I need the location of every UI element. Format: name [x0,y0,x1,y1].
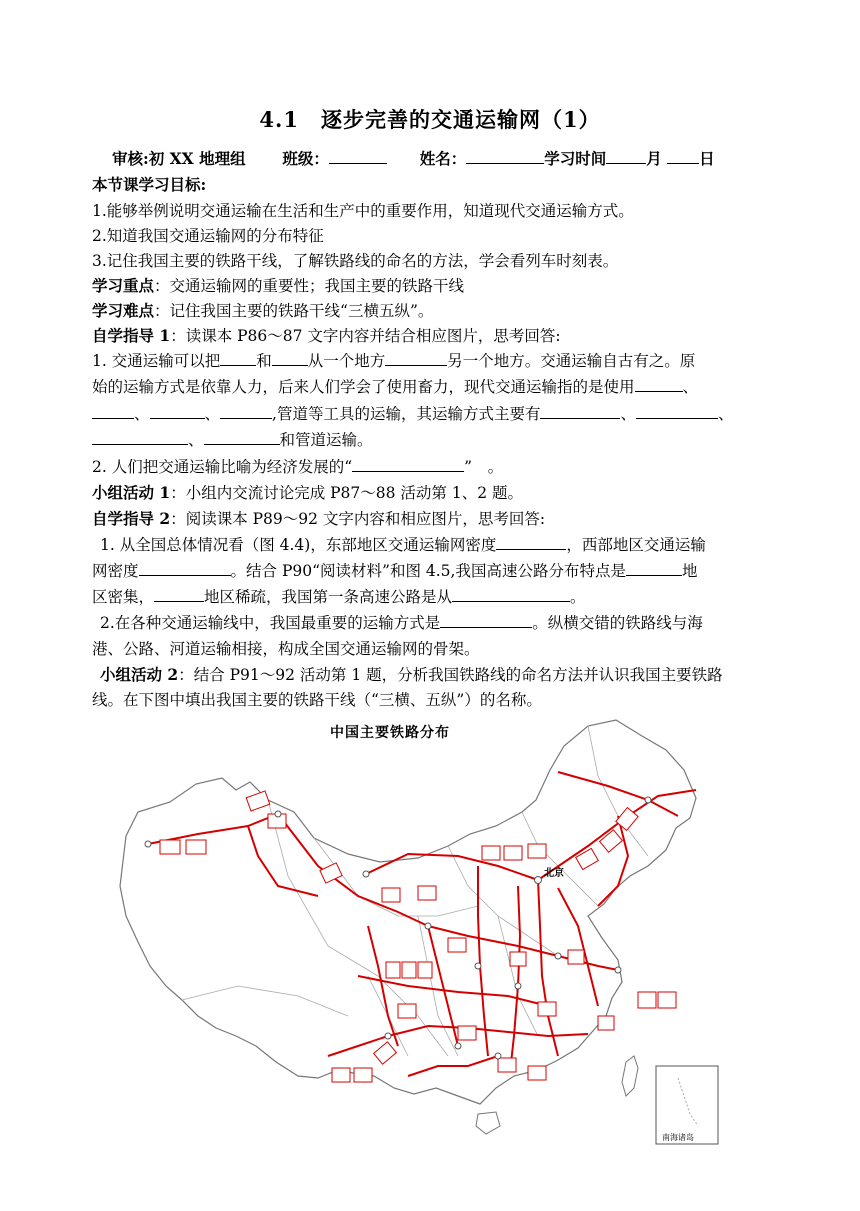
answer-box [528,844,546,858]
activity1-text: ：小组内交流讨论完成 P87～88 活动第 1、2 题。 [170,484,523,502]
answer-box [320,863,342,883]
activity2-text: ：结合 P91～92 活动第 1 题，分析我国铁路线的命名方法并认识我国主要铁路 [178,666,723,684]
text: 。结合 P90“阅读材料”和图 4.5,我国高速公路分布特点是 [230,562,626,580]
guide1-q2 [92,455,782,479]
guide1-label: 自学指导 1 [92,326,171,345]
text: 、 [134,405,150,423]
answer-box [402,962,416,978]
difficulty-text: ：记住我国主要的铁路干线“三横五纵”。 [154,302,434,320]
railway-line [478,866,488,1056]
text: 2.在各种交通运输线中，我国最重要的运输方式是 [100,614,441,632]
answer-box [528,1066,546,1080]
railway-line [358,976,548,1006]
text: 、 [620,405,636,423]
key-point-text: ：交通运输网的重要性；我国主要的铁路干线 [154,277,465,295]
answer-blank[interactable] [92,428,188,445]
day-field[interactable] [667,147,699,164]
answer-box [498,1058,516,1072]
name-field[interactable] [466,147,544,164]
guide1-q1-line2 [92,375,782,399]
text: 、 [717,405,734,423]
answer-blank[interactable] [452,585,570,602]
text: 和管道运输。 [279,431,373,449]
answer-box [386,962,400,978]
month-field[interactable] [606,147,646,164]
text: ，西部地区交通运输 [566,536,706,554]
name-label: 姓名： [419,149,467,168]
day-label: 日 [699,149,715,168]
beijing-label: 北京 [544,868,564,879]
text: 和 [256,352,272,370]
answer-blank[interactable] [139,559,231,576]
answer-blank[interactable] [220,349,256,366]
answer-blank[interactable] [540,402,620,419]
difficulty [92,299,782,323]
answer-blank[interactable] [154,585,204,602]
text: 1. 交通运输可以把 [92,352,221,370]
text: 。纵横交错的铁路线与海 [532,614,703,632]
answer-box [448,938,466,952]
railway-line [510,886,520,1072]
answer-blank[interactable] [636,402,718,419]
text: ,管道等工具的运输，其运输方式主要有 [272,405,541,423]
answer-blank[interactable] [626,559,682,576]
text: 、 [188,431,204,449]
answer-box [638,992,656,1008]
answer-box [598,1016,614,1030]
answer-box [418,962,432,978]
class-label: 班级： [282,149,329,168]
activity1 [92,481,782,505]
text: 地区稀疏，我国第一条高速公路是从 [204,588,453,606]
answer-box [458,1026,476,1040]
answer-blank[interactable] [635,375,683,392]
text: 网密度 [92,562,139,580]
guide1-heading [92,324,782,348]
guide2-text: ：阅读课本 P89～92 文字内容和相应图片，思考回答: [170,510,546,528]
answer-box [246,791,270,811]
china-outline [120,720,696,1104]
key-point [92,274,782,298]
goal-item-2: 2.知道我国交通运输网的分布特征 [92,227,324,245]
difficulty-label: 学习难点 [92,301,155,320]
railway-line [278,814,428,926]
answer-blank[interactable] [352,455,464,472]
answer-blank[interactable] [204,428,280,445]
answer-box [418,886,436,900]
railway-line [388,1026,588,1036]
goal-item-3: 3.记住我国主要的铁路干线，了解铁路线的命名的方法，学会看列车时刻表。 [92,252,619,270]
answer-box [354,1068,372,1082]
answer-blank[interactable] [92,402,134,419]
review-label: 审核:初 XX 地理组 [112,149,246,168]
text: 始的运输方式是依靠人力，后来人们学会了使用畜力，现代交通运输指的是使用 [92,378,635,396]
text: 、 [682,378,699,396]
month-label: 月 [646,149,662,168]
goals-heading: 本节课学习目标: [92,175,207,194]
text: ” 。 [464,458,504,476]
guide2-q2-line1 [100,611,790,635]
railway-line [248,826,318,896]
inset-label: 南海诸岛 [662,1133,694,1142]
text: 另一个地方。交通运输自古有之。原 [447,352,696,370]
city-markers [145,797,651,1059]
railway-line [538,880,558,1056]
goal-item-1: 1.能够举例说明交通运输在生活和生产中的重要作用，知道现代交通运输方式。 [92,202,634,220]
guide1-q1-line3 [92,402,782,426]
text: 。 [570,588,586,606]
answer-box [332,1068,350,1082]
answer-box [538,1002,556,1016]
guide2-label: 自学指导 2 [92,509,171,528]
answer-blank[interactable] [385,349,447,366]
railway-line [368,926,398,1046]
answer-box [568,950,584,964]
guide2-q1-line1 [100,533,790,557]
guide2-q1-line3 [92,585,782,609]
answer-box [382,888,400,902]
answer-blank[interactable] [496,533,566,550]
class-field[interactable] [329,147,387,164]
key-point-label: 学习重点 [92,276,155,295]
answer-blank[interactable] [272,349,308,366]
answer-box [504,846,522,860]
answer-box [374,1042,397,1064]
text: 2. 人们把交通运输比喻为经济发展的“ [92,458,353,476]
activity2-label: 小组活动 2 [100,665,179,684]
guide2-q2-line2: 港、公路、河道运输相接，构成全国交通运输网的骨架。 [92,640,480,658]
text: 从一个地方 [307,352,386,370]
text: 1. 从全国总体情况看（图 4.4)，东部地区交通运输网密度 [100,536,497,554]
railway-line [558,888,598,1006]
text: 区密集， [92,588,155,606]
answer-box [160,840,180,854]
meta-line [112,147,802,171]
hainan-island [476,1112,500,1134]
guide2-heading [92,507,782,531]
answer-box [658,992,676,1008]
activity1-label: 小组活动 1 [92,483,171,502]
page-title: 4.1 逐步完善的交通运输网（1） [259,107,601,132]
activity2-line2: 线。在下图中填出我国主要的铁路干线（“三横、五纵”）的名称。 [92,691,542,709]
answer-box [600,830,623,852]
activity2-line1 [100,663,790,687]
railway-line [408,1056,498,1076]
guide1-q1-line4 [92,428,782,452]
railway-line [558,772,678,816]
guide1-q1-line1 [92,349,782,373]
answer-blank[interactable] [440,611,532,628]
guide1-text: ：读课本 P86～87 文字内容并结合相应图片，思考回答: [170,327,561,345]
text: 地 [681,562,698,580]
answer-blank[interactable] [150,402,205,419]
guide2-q1-line2 [92,559,782,583]
answer-box [398,1004,416,1018]
taiwan-island [622,1056,638,1096]
answer-boxes[interactable] [160,791,676,1082]
text: 、 [204,405,221,423]
answer-box [186,840,206,854]
map-title: 中国主要铁路分布 [330,725,450,741]
study-time-label: 学习时间 [544,149,607,168]
answer-box [510,952,526,966]
answer-blank[interactable] [220,402,272,419]
answer-box [482,846,500,860]
railway-map [118,716,733,1156]
